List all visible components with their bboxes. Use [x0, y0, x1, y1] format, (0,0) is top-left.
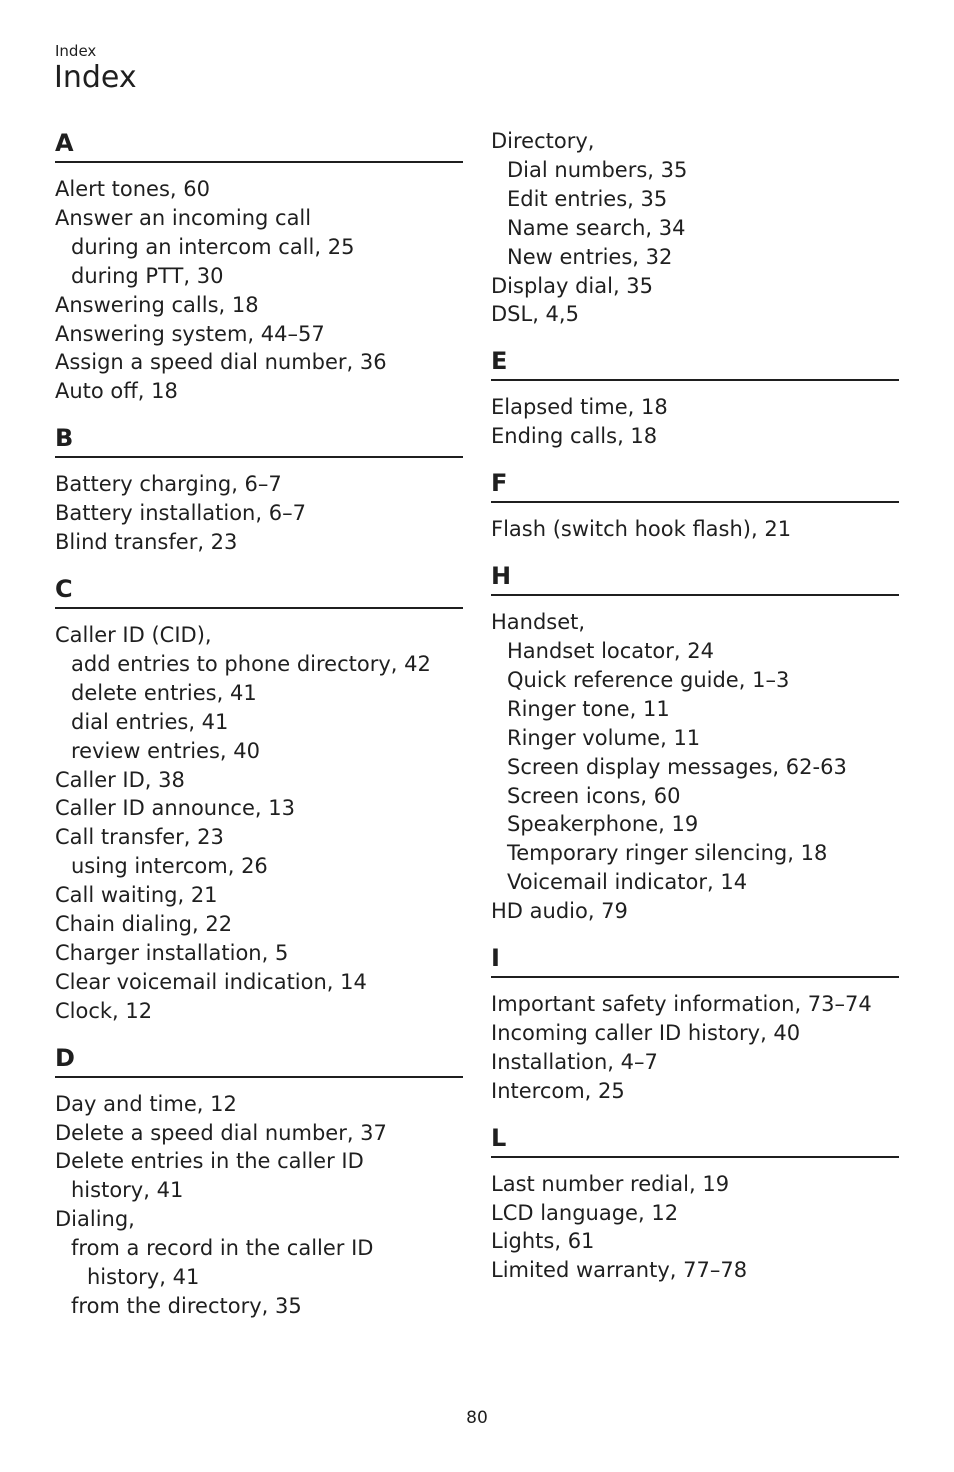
index-section [55, 573, 463, 1026]
index-entry: Directory, [491, 129, 595, 153]
index-subentry: Voicemail indicator, 14 [507, 870, 748, 895]
index-entry: Ending calls, 18 [491, 424, 658, 449]
index-section [491, 345, 899, 451]
index-subentry: Quick reference guide, 1–3 [507, 667, 790, 692]
index-entry: Caller ID (CID), [55, 622, 212, 647]
index-entry: Battery charging, 6–7 [55, 472, 282, 497]
index-section [55, 422, 463, 557]
index-entry: Limited warranty, 77–78 [491, 1258, 748, 1283]
index-subentry: review entries, 40 [71, 738, 260, 763]
index-subentry: Speakerphone, 19 [507, 812, 699, 837]
section-letter: L [491, 1122, 899, 1158]
section-letter: D [55, 1042, 463, 1078]
index-subentry: during an intercom call, 25 [71, 234, 355, 259]
section-letter: F [491, 467, 899, 503]
index-entry: Blind transfer, 23 [55, 530, 238, 555]
section-letter: H [491, 560, 899, 596]
index-section [491, 467, 899, 544]
section-letter: B [55, 422, 463, 458]
index-entry: Important safety information, 73–74 [491, 992, 872, 1017]
index-subentry: Edit entries, 35 [507, 186, 668, 211]
index-subentry: history, 41 [71, 1178, 184, 1203]
index-section [55, 1042, 463, 1321]
index-section [491, 1122, 899, 1286]
index-entry: Battery installation, 6–7 [55, 501, 306, 526]
index-entry: Clock, 12 [55, 998, 153, 1023]
index-subentry: Ringer tone, 11 [507, 696, 670, 721]
index-subentry: Dial numbers, 35 [507, 157, 688, 182]
index-subentry: Screen display messages, 62-63 [507, 754, 847, 779]
index-column-left [55, 127, 463, 1337]
index-subentry: Handset locator, 24 [507, 638, 714, 663]
index-entry: Flash (switch hook flash), 21 [491, 517, 792, 542]
index-entry: Day and time, 12 [55, 1091, 237, 1116]
index-section [55, 127, 463, 406]
index-column-right [491, 127, 899, 1301]
index-entry: Display dial, 35 [491, 273, 654, 298]
index-entry: Call transfer, 23 [55, 825, 224, 850]
index-entry: Lights, 61 [491, 1229, 595, 1254]
index-subentry: history, 41 [87, 1265, 200, 1290]
page-number: 80 [466, 1408, 488, 1428]
index-entry: Last number redial, 19 [491, 1171, 730, 1196]
index-entry: DSL, 4,5 [491, 302, 579, 327]
index-subentry: from the directory, 35 [71, 1294, 302, 1318]
index-section [491, 127, 899, 329]
index-entry: Chain dialing, 22 [55, 912, 233, 937]
index-entry: Caller ID announce, 13 [55, 796, 295, 821]
index-subentry: using intercom, 26 [71, 854, 268, 879]
index-subentry: Temporary ringer silencing, 18 [507, 841, 828, 866]
index-subentry: delete entries, 41 [71, 680, 257, 705]
index-entry: Dialing, [55, 1207, 135, 1232]
index-entry: Assign a speed dial number, 36 [55, 350, 387, 375]
index-entry: Alert tones, 60 [55, 177, 210, 201]
index-subentry: during PTT, 30 [71, 263, 224, 288]
index-entry: Delete a speed dial number, 37 [55, 1120, 387, 1145]
index-entry: Delete entries in the caller ID [55, 1149, 364, 1174]
index-entry: LCD language, 12 [491, 1200, 679, 1225]
index-subentry: Name search, 34 [507, 215, 686, 240]
index-entry: HD audio, 79 [491, 899, 628, 924]
index-entry: Auto off, 18 [55, 379, 178, 404]
running-head: Index [55, 42, 97, 60]
index-entry: Charger installation, 5 [55, 940, 289, 965]
index-subentry: Screen icons, 60 [507, 783, 681, 808]
index-entry: Intercom, 25 [491, 1078, 625, 1103]
index-entry: Handset, [491, 610, 586, 635]
index-subentry: Ringer volume, 11 [507, 725, 701, 750]
section-letter: I [491, 942, 899, 978]
section-letter: C [55, 573, 463, 609]
page-title: Index [54, 60, 137, 95]
index-entry: Answer an incoming call [55, 205, 312, 230]
index-subentry: from a record in the caller ID [71, 1236, 374, 1261]
index-entry: Call waiting, 21 [55, 883, 218, 908]
index-entry: Installation, 4–7 [491, 1049, 658, 1074]
index-entry: Incoming caller ID history, 40 [491, 1020, 801, 1045]
index-entry: Answering calls, 18 [55, 292, 259, 317]
index-entry: Caller ID, 38 [55, 767, 185, 792]
index-section [491, 942, 899, 1106]
index-entry: Elapsed time, 18 [491, 395, 668, 420]
index-subentry: New entries, 32 [507, 244, 673, 269]
section-letter: E [491, 345, 899, 381]
index-entry: Answering system, 44–57 [55, 321, 325, 346]
index-section [491, 560, 899, 926]
index-subentry: dial entries, 41 [71, 709, 229, 734]
index-entry: Clear voicemail indication, 14 [55, 969, 367, 994]
section-letter: A [55, 127, 463, 163]
index-subentry: add entries to phone directory, 42 [71, 651, 431, 676]
